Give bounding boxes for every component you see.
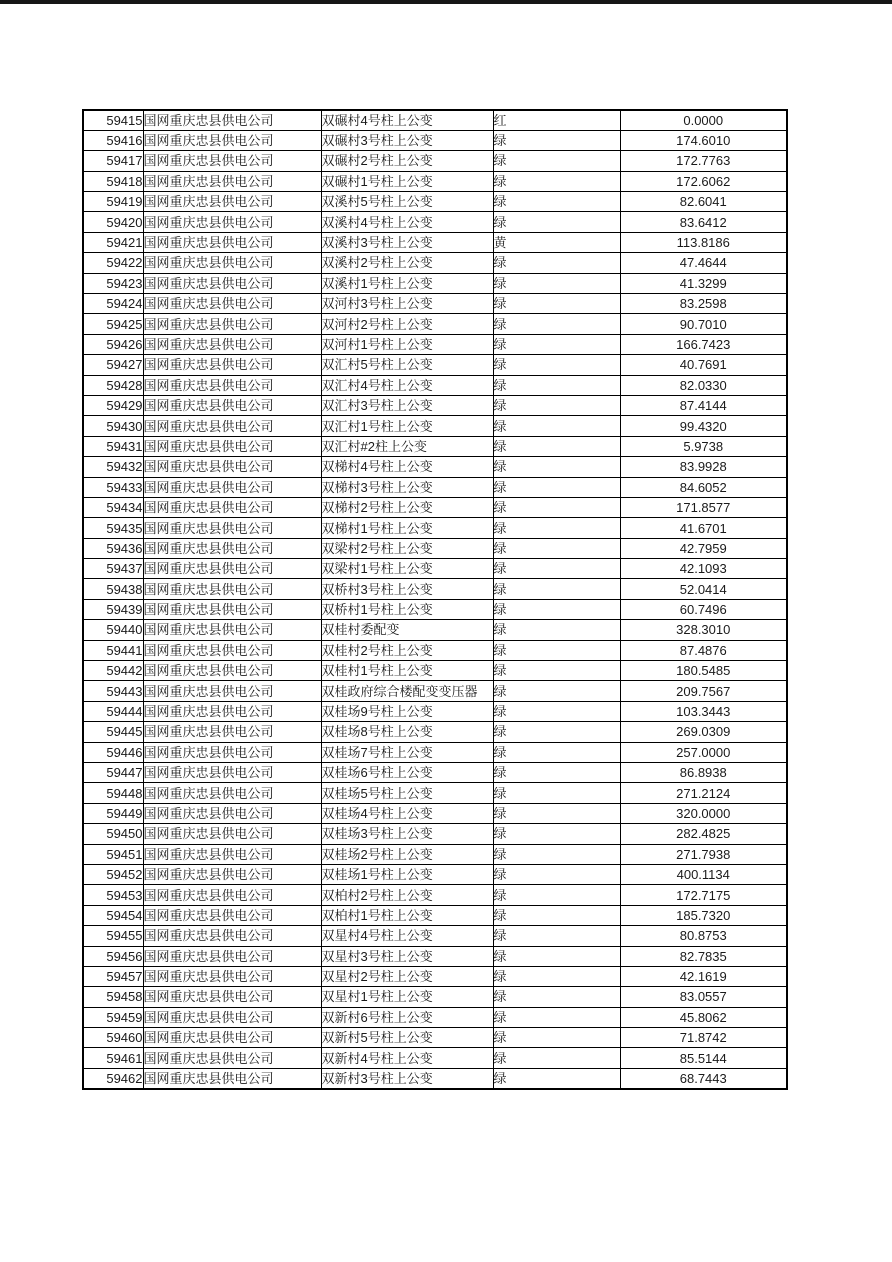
transformer-name-cell: 双碾村1号柱上公变 <box>321 171 493 191</box>
transformer-name-cell: 双桂场4号柱上公变 <box>321 803 493 823</box>
value-cell: 86.8938 <box>620 763 787 783</box>
status-cell: 绿 <box>493 151 620 171</box>
status-cell: 绿 <box>493 130 620 150</box>
table-row <box>83 885 787 905</box>
status-cell: 绿 <box>493 681 620 701</box>
value-cell: 40.7691 <box>620 355 787 375</box>
row-id-cell: 59437 <box>83 559 143 579</box>
value-cell: 83.0557 <box>620 987 787 1007</box>
company-cell: 国网重庆忠县供电公司 <box>143 885 321 905</box>
row-id-cell: 59418 <box>83 171 143 191</box>
status-cell: 绿 <box>493 742 620 762</box>
company-cell: 国网重庆忠县供电公司 <box>143 232 321 252</box>
company-cell: 国网重庆忠县供电公司 <box>143 294 321 314</box>
transformer-name-cell: 双汇村#2柱上公变 <box>321 436 493 456</box>
value-cell: 82.7835 <box>620 946 787 966</box>
transformer-name-cell: 双桂场5号柱上公变 <box>321 783 493 803</box>
table-row <box>83 1028 787 1048</box>
row-id-cell: 59448 <box>83 783 143 803</box>
company-cell: 国网重庆忠县供电公司 <box>143 1048 321 1068</box>
company-cell: 国网重庆忠县供电公司 <box>143 497 321 517</box>
transformer-name-cell: 双桂场1号柱上公变 <box>321 864 493 884</box>
value-cell: 103.3443 <box>620 701 787 721</box>
value-cell: 42.1093 <box>620 559 787 579</box>
company-cell: 国网重庆忠县供电公司 <box>143 864 321 884</box>
company-cell: 国网重庆忠县供电公司 <box>143 844 321 864</box>
row-id-cell: 59436 <box>83 538 143 558</box>
status-cell: 绿 <box>493 294 620 314</box>
table-row <box>83 294 787 314</box>
row-id-cell: 59434 <box>83 497 143 517</box>
table-row <box>83 946 787 966</box>
row-id-cell: 59453 <box>83 885 143 905</box>
transformer-name-cell: 双桂政府综合楼配变变压器 <box>321 681 493 701</box>
value-cell: 87.4876 <box>620 640 787 660</box>
value-cell: 172.7175 <box>620 885 787 905</box>
row-id-cell: 59416 <box>83 130 143 150</box>
value-cell: 166.7423 <box>620 334 787 354</box>
transformer-name-cell: 双汇村5号柱上公变 <box>321 355 493 375</box>
value-cell: 85.5144 <box>620 1048 787 1068</box>
value-cell: 171.8577 <box>620 497 787 517</box>
transformer-name-cell: 双溪村2号柱上公变 <box>321 253 493 273</box>
row-id-cell: 59430 <box>83 416 143 436</box>
company-cell: 国网重庆忠县供电公司 <box>143 783 321 803</box>
row-id-cell: 59440 <box>83 620 143 640</box>
transformer-name-cell: 双柏村1号柱上公变 <box>321 905 493 925</box>
status-cell: 绿 <box>493 599 620 619</box>
transformer-name-cell: 双桂场7号柱上公变 <box>321 742 493 762</box>
table-row <box>83 1048 787 1068</box>
value-cell: 282.4825 <box>620 824 787 844</box>
table-row <box>83 457 787 477</box>
transformer-name-cell: 双梯村4号柱上公变 <box>321 457 493 477</box>
table-row <box>83 926 787 946</box>
status-cell: 绿 <box>493 987 620 1007</box>
company-cell: 国网重庆忠县供电公司 <box>143 824 321 844</box>
value-cell: 271.7938 <box>620 844 787 864</box>
table-row <box>83 783 787 803</box>
transformer-name-cell: 双桥村3号柱上公变 <box>321 579 493 599</box>
status-cell: 绿 <box>493 375 620 395</box>
row-id-cell: 59451 <box>83 844 143 864</box>
table-row <box>83 681 787 701</box>
table-row <box>83 559 787 579</box>
value-cell: 82.0330 <box>620 375 787 395</box>
table-row <box>83 334 787 354</box>
table-row <box>83 130 787 150</box>
company-cell: 国网重庆忠县供电公司 <box>143 579 321 599</box>
row-id-cell: 59438 <box>83 579 143 599</box>
status-cell: 绿 <box>493 416 620 436</box>
transformer-name-cell: 双碾村3号柱上公变 <box>321 130 493 150</box>
value-cell: 269.0309 <box>620 722 787 742</box>
row-id-cell: 59456 <box>83 946 143 966</box>
value-cell: 174.6010 <box>620 130 787 150</box>
value-cell: 400.1134 <box>620 864 787 884</box>
company-cell: 国网重庆忠县供电公司 <box>143 966 321 986</box>
row-id-cell: 59417 <box>83 151 143 171</box>
table-row <box>83 661 787 681</box>
table-row <box>83 640 787 660</box>
value-cell: 185.7320 <box>620 905 787 925</box>
table-row <box>83 579 787 599</box>
row-id-cell: 59447 <box>83 763 143 783</box>
transformer-name-cell: 双梯村2号柱上公变 <box>321 497 493 517</box>
row-id-cell: 59458 <box>83 987 143 1007</box>
table-row <box>83 701 787 721</box>
row-id-cell: 59460 <box>83 1028 143 1048</box>
transformer-name-cell: 双梯村1号柱上公变 <box>321 518 493 538</box>
status-cell: 绿 <box>493 314 620 334</box>
status-cell: 绿 <box>493 763 620 783</box>
transformer-name-cell: 双星村4号柱上公变 <box>321 926 493 946</box>
status-cell: 黄 <box>493 232 620 252</box>
status-cell: 绿 <box>493 640 620 660</box>
row-id-cell: 59431 <box>83 436 143 456</box>
company-cell: 国网重庆忠县供电公司 <box>143 1028 321 1048</box>
value-cell: 47.4644 <box>620 253 787 273</box>
row-id-cell: 59421 <box>83 232 143 252</box>
company-cell: 国网重庆忠县供电公司 <box>143 130 321 150</box>
status-cell: 绿 <box>493 905 620 925</box>
status-cell: 绿 <box>493 864 620 884</box>
status-cell: 绿 <box>493 477 620 497</box>
table-row <box>83 192 787 212</box>
status-cell: 绿 <box>493 783 620 803</box>
row-id-cell: 59415 <box>83 110 143 130</box>
transformer-name-cell: 双新村6号柱上公变 <box>321 1007 493 1027</box>
company-cell: 国网重庆忠县供电公司 <box>143 436 321 456</box>
status-cell: 绿 <box>493 620 620 640</box>
company-cell: 国网重庆忠县供电公司 <box>143 742 321 762</box>
value-cell: 172.6062 <box>620 171 787 191</box>
company-cell: 国网重庆忠县供电公司 <box>143 599 321 619</box>
value-cell: 45.8062 <box>620 1007 787 1027</box>
status-cell: 绿 <box>493 171 620 191</box>
table-row <box>83 1068 787 1088</box>
table-row <box>83 253 787 273</box>
company-cell: 国网重庆忠县供电公司 <box>143 212 321 232</box>
status-cell: 绿 <box>493 579 620 599</box>
table-row <box>83 436 787 456</box>
company-cell: 国网重庆忠县供电公司 <box>143 355 321 375</box>
status-cell: 绿 <box>493 966 620 986</box>
table-row <box>83 905 787 925</box>
status-cell: 绿 <box>493 701 620 721</box>
value-cell: 41.6701 <box>620 518 787 538</box>
value-cell: 60.7496 <box>620 599 787 619</box>
row-id-cell: 59441 <box>83 640 143 660</box>
transformer-name-cell: 双汇村1号柱上公变 <box>321 416 493 436</box>
company-cell: 国网重庆忠县供电公司 <box>143 477 321 497</box>
row-id-cell: 59425 <box>83 314 143 334</box>
transformer-name-cell: 双河村3号柱上公变 <box>321 294 493 314</box>
transformer-name-cell: 双碾村2号柱上公变 <box>321 151 493 171</box>
value-cell: 180.5485 <box>620 661 787 681</box>
status-cell: 绿 <box>493 355 620 375</box>
status-cell: 绿 <box>493 192 620 212</box>
value-cell: 83.9928 <box>620 457 787 477</box>
value-cell: 5.9738 <box>620 436 787 456</box>
status-cell: 绿 <box>493 946 620 966</box>
row-id-cell: 59454 <box>83 905 143 925</box>
transformer-name-cell: 双桂村委配变 <box>321 620 493 640</box>
company-cell: 国网重庆忠县供电公司 <box>143 701 321 721</box>
company-cell: 国网重庆忠县供电公司 <box>143 1007 321 1027</box>
transformer-name-cell: 双桂村2号柱上公变 <box>321 640 493 660</box>
status-cell: 绿 <box>493 559 620 579</box>
value-cell: 328.3010 <box>620 620 787 640</box>
transformer-name-cell: 双桂场3号柱上公变 <box>321 824 493 844</box>
value-cell: 83.6412 <box>620 212 787 232</box>
table-row <box>83 742 787 762</box>
row-id-cell: 59450 <box>83 824 143 844</box>
company-cell: 国网重庆忠县供电公司 <box>143 192 321 212</box>
transformer-name-cell: 双溪村3号柱上公变 <box>321 232 493 252</box>
transformer-name-cell: 双桂村1号柱上公变 <box>321 661 493 681</box>
transformer-name-cell: 双梁村2号柱上公变 <box>321 538 493 558</box>
value-cell: 82.6041 <box>620 192 787 212</box>
company-cell: 国网重庆忠县供电公司 <box>143 110 321 130</box>
status-cell: 绿 <box>493 212 620 232</box>
table-row <box>83 355 787 375</box>
row-id-cell: 59442 <box>83 661 143 681</box>
status-cell: 绿 <box>493 1048 620 1068</box>
status-cell: 绿 <box>493 334 620 354</box>
transformer-name-cell: 双桂场6号柱上公变 <box>321 763 493 783</box>
company-cell: 国网重庆忠县供电公司 <box>143 334 321 354</box>
row-id-cell: 59446 <box>83 742 143 762</box>
status-cell: 绿 <box>493 803 620 823</box>
company-cell: 国网重庆忠县供电公司 <box>143 946 321 966</box>
company-cell: 国网重庆忠县供电公司 <box>143 763 321 783</box>
transformer-name-cell: 双星村2号柱上公变 <box>321 966 493 986</box>
status-cell: 绿 <box>493 497 620 517</box>
company-cell: 国网重庆忠县供电公司 <box>143 661 321 681</box>
transformer-name-cell: 双溪村4号柱上公变 <box>321 212 493 232</box>
table-row <box>83 518 787 538</box>
status-cell: 绿 <box>493 436 620 456</box>
transformer-name-cell: 双桂场2号柱上公变 <box>321 844 493 864</box>
table-row <box>83 538 787 558</box>
transformer-name-cell: 双碾村4号柱上公变 <box>321 110 493 130</box>
transformer-name-cell: 双河村2号柱上公变 <box>321 314 493 334</box>
company-cell: 国网重庆忠县供电公司 <box>143 681 321 701</box>
table-row <box>83 232 787 252</box>
transformer-name-cell: 双汇村3号柱上公变 <box>321 395 493 415</box>
table-row <box>83 477 787 497</box>
row-id-cell: 59420 <box>83 212 143 232</box>
value-cell: 80.8753 <box>620 926 787 946</box>
value-cell: 84.6052 <box>620 477 787 497</box>
value-cell: 99.4320 <box>620 416 787 436</box>
table-row <box>83 966 787 986</box>
row-id-cell: 59424 <box>83 294 143 314</box>
row-id-cell: 59428 <box>83 375 143 395</box>
status-cell: 绿 <box>493 661 620 681</box>
transformer-name-cell: 双星村1号柱上公变 <box>321 987 493 1007</box>
status-cell: 绿 <box>493 253 620 273</box>
status-cell: 红 <box>493 110 620 130</box>
table-body <box>83 110 787 1089</box>
company-cell: 国网重庆忠县供电公司 <box>143 253 321 273</box>
company-cell: 国网重庆忠县供电公司 <box>143 314 321 334</box>
row-id-cell: 59433 <box>83 477 143 497</box>
status-cell: 绿 <box>493 885 620 905</box>
status-cell: 绿 <box>493 395 620 415</box>
row-id-cell: 59444 <box>83 701 143 721</box>
table-row <box>83 620 787 640</box>
table-row <box>83 314 787 334</box>
company-cell: 国网重庆忠县供电公司 <box>143 416 321 436</box>
value-cell: 90.7010 <box>620 314 787 334</box>
transformer-name-cell: 双汇村4号柱上公变 <box>321 375 493 395</box>
value-cell: 71.8742 <box>620 1028 787 1048</box>
company-cell: 国网重庆忠县供电公司 <box>143 926 321 946</box>
table-row <box>83 803 787 823</box>
top-edge-bar <box>0 0 892 4</box>
row-id-cell: 59449 <box>83 803 143 823</box>
transformer-name-cell: 双柏村2号柱上公变 <box>321 885 493 905</box>
table-row <box>83 151 787 171</box>
data-table <box>82 109 788 1090</box>
table-row <box>83 844 787 864</box>
row-id-cell: 59459 <box>83 1007 143 1027</box>
row-id-cell: 59457 <box>83 966 143 986</box>
transformer-name-cell: 双桥村1号柱上公变 <box>321 599 493 619</box>
company-cell: 国网重庆忠县供电公司 <box>143 395 321 415</box>
company-cell: 国网重庆忠县供电公司 <box>143 457 321 477</box>
company-cell: 国网重庆忠县供电公司 <box>143 273 321 293</box>
company-cell: 国网重庆忠县供电公司 <box>143 151 321 171</box>
company-cell: 国网重庆忠县供电公司 <box>143 375 321 395</box>
table-row <box>83 722 787 742</box>
company-cell: 国网重庆忠县供电公司 <box>143 987 321 1007</box>
value-cell: 87.4144 <box>620 395 787 415</box>
company-cell: 国网重庆忠县供电公司 <box>143 171 321 191</box>
row-id-cell: 59429 <box>83 395 143 415</box>
company-cell: 国网重庆忠县供电公司 <box>143 518 321 538</box>
value-cell: 172.7763 <box>620 151 787 171</box>
transformer-name-cell: 双河村1号柱上公变 <box>321 334 493 354</box>
row-id-cell: 59445 <box>83 722 143 742</box>
value-cell: 0.0000 <box>620 110 787 130</box>
value-cell: 42.7959 <box>620 538 787 558</box>
company-cell: 国网重庆忠县供电公司 <box>143 559 321 579</box>
status-cell: 绿 <box>493 518 620 538</box>
company-cell: 国网重庆忠县供电公司 <box>143 1068 321 1088</box>
table-row <box>83 416 787 436</box>
row-id-cell: 59462 <box>83 1068 143 1088</box>
status-cell: 绿 <box>493 273 620 293</box>
company-cell: 国网重庆忠县供电公司 <box>143 640 321 660</box>
table-row <box>83 375 787 395</box>
value-cell: 68.7443 <box>620 1068 787 1088</box>
status-cell: 绿 <box>493 1007 620 1027</box>
table-row <box>83 212 787 232</box>
transformer-name-cell: 双梯村3号柱上公变 <box>321 477 493 497</box>
status-cell: 绿 <box>493 844 620 864</box>
company-cell: 国网重庆忠县供电公司 <box>143 620 321 640</box>
row-id-cell: 59432 <box>83 457 143 477</box>
table-row <box>83 987 787 1007</box>
status-cell: 绿 <box>493 538 620 558</box>
table-row <box>83 395 787 415</box>
row-id-cell: 59427 <box>83 355 143 375</box>
transformer-name-cell: 双梁村1号柱上公变 <box>321 559 493 579</box>
value-cell: 42.1619 <box>620 966 787 986</box>
status-cell: 绿 <box>493 722 620 742</box>
table-row <box>83 599 787 619</box>
company-cell: 国网重庆忠县供电公司 <box>143 722 321 742</box>
table-row <box>83 763 787 783</box>
company-cell: 国网重庆忠县供电公司 <box>143 803 321 823</box>
value-cell: 209.7567 <box>620 681 787 701</box>
value-cell: 271.2124 <box>620 783 787 803</box>
table-row <box>83 1007 787 1027</box>
row-id-cell: 59422 <box>83 253 143 273</box>
transformer-name-cell: 双新村4号柱上公变 <box>321 1048 493 1068</box>
value-cell: 320.0000 <box>620 803 787 823</box>
row-id-cell: 59435 <box>83 518 143 538</box>
table-row <box>83 273 787 293</box>
transformer-name-cell: 双桂场8号柱上公变 <box>321 722 493 742</box>
status-cell: 绿 <box>493 824 620 844</box>
status-cell: 绿 <box>493 457 620 477</box>
row-id-cell: 59443 <box>83 681 143 701</box>
table-row <box>83 864 787 884</box>
row-id-cell: 59439 <box>83 599 143 619</box>
table-row <box>83 497 787 517</box>
status-cell: 绿 <box>493 926 620 946</box>
table-row <box>83 110 787 130</box>
value-cell: 83.2598 <box>620 294 787 314</box>
table-row <box>83 171 787 191</box>
value-cell: 52.0414 <box>620 579 787 599</box>
row-id-cell: 59461 <box>83 1048 143 1068</box>
company-cell: 国网重庆忠县供电公司 <box>143 905 321 925</box>
company-cell: 国网重庆忠县供电公司 <box>143 538 321 558</box>
status-cell: 绿 <box>493 1028 620 1048</box>
transformer-name-cell: 双新村3号柱上公变 <box>321 1068 493 1088</box>
row-id-cell: 59455 <box>83 926 143 946</box>
status-cell: 绿 <box>493 1068 620 1088</box>
transformer-name-cell: 双溪村5号柱上公变 <box>321 192 493 212</box>
value-cell: 41.3299 <box>620 273 787 293</box>
value-cell: 113.8186 <box>620 232 787 252</box>
transformer-name-cell: 双新村5号柱上公变 <box>321 1028 493 1048</box>
row-id-cell: 59452 <box>83 864 143 884</box>
value-cell: 257.0000 <box>620 742 787 762</box>
transformer-name-cell: 双星村3号柱上公变 <box>321 946 493 966</box>
transformer-name-cell: 双桂场9号柱上公变 <box>321 701 493 721</box>
row-id-cell: 59419 <box>83 192 143 212</box>
transformer-name-cell: 双溪村1号柱上公变 <box>321 273 493 293</box>
row-id-cell: 59423 <box>83 273 143 293</box>
row-id-cell: 59426 <box>83 334 143 354</box>
table-row <box>83 824 787 844</box>
